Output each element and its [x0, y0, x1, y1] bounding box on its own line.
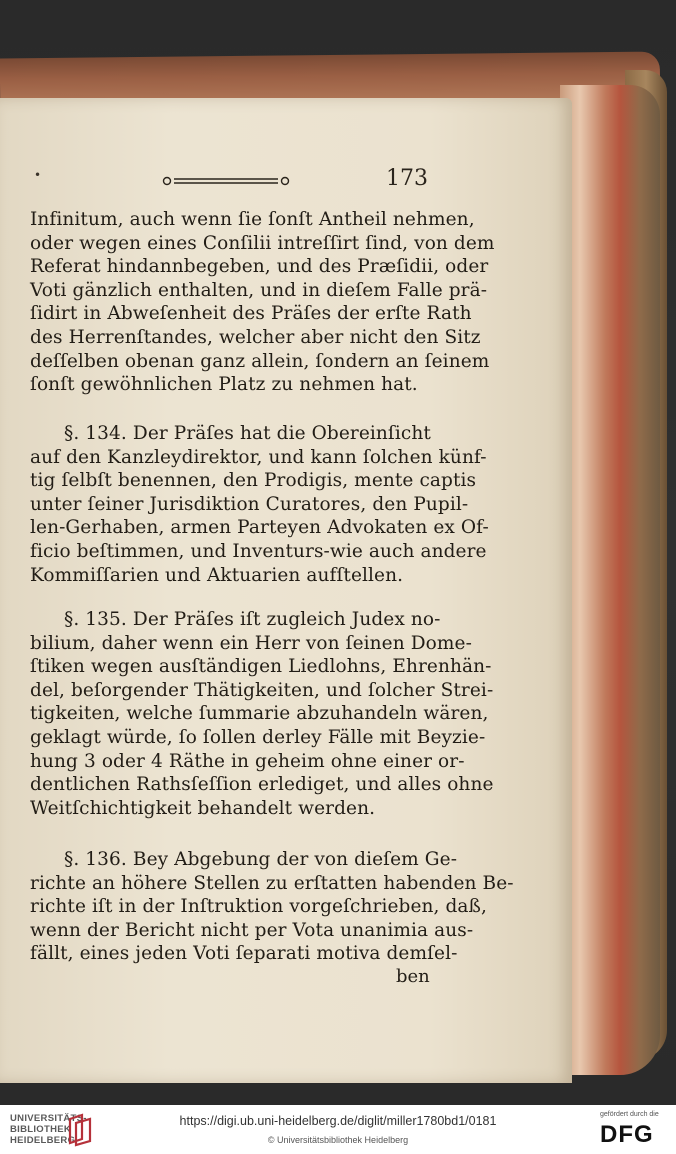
text-line: §. 134. Der Präſes hat die Obereinſicht: [64, 423, 431, 444]
text-line: §. 136. Bey Abgebung der von dieſem Ge-: [64, 849, 458, 870]
catchword: ben: [396, 966, 430, 987]
header-ornament: [160, 174, 292, 188]
text-line: oder wegen eines Conſilii intreſſirt ſind, von dem: [30, 232, 495, 254]
text-line: unter ſeiner Jurisdiktion Curatores, den Pupil-: [30, 493, 469, 515]
text-line: fällt, eines jeden Voti ſeparati motiva demſel-: [30, 943, 458, 965]
text-line: richte an höhere Stellen zu erſtatten habenden Be-: [30, 872, 514, 894]
text-line: deſſelben obenan ganz allein, ſondern an ſeinem: [30, 350, 490, 372]
funded-by-label: gefördert durch die: [600, 1111, 659, 1118]
paragraph-1: [30, 208, 495, 397]
paragraph-136: [30, 848, 514, 966]
text-line: bilium, daher wenn ein Herr von ſeinen Dome-: [30, 632, 472, 654]
text-line: len-Gerhaben, armen Parteyen Advokaten ex Of-: [30, 517, 489, 539]
page-edges: [560, 85, 660, 1075]
text-line: Voti gänzlich enthalten, und in dieſem Falle prä-: [30, 279, 488, 301]
text-line: Kommiſſarien und Aktuarien aufſtellen.: [30, 564, 404, 586]
library-name-line: BIBLIOTHEK: [10, 1124, 72, 1135]
permalink-url[interactable]: https://digi.ub.uni-heidelberg.de/diglit/miller1780bd1/0181: [179, 1114, 497, 1128]
text-line: Referat hindannbegeben, und des Præſidii, oder: [30, 256, 489, 278]
library-name-line: UNIVERSITÄTS-: [10, 1113, 87, 1124]
copyright-notice: © Universitätsbibliothek Heidelberg: [267, 1135, 409, 1145]
text-line: §. 135. Der Präſes iſt zugleich Judex no-: [64, 609, 441, 630]
text-line: tig ſelbſt benennen, den Prodigis, mente captis: [30, 470, 477, 492]
text-line: des Herrenſtandes, welcher aber nicht den Sitz: [30, 326, 481, 348]
text-line: ſidirt in Abweſenheit des Präſes der erſte Rath: [30, 303, 472, 325]
text-line: Infinitum, auch wenn ſie ſonſt Antheil nehmen,: [30, 209, 475, 230]
text-line: Weitſchichtigkeit behandelt werden.: [30, 797, 376, 819]
text-line: ſonſt gewöhnlichen Platz zu nehmen hat.: [30, 374, 418, 396]
library-name-line: HEIDELBERG: [10, 1135, 76, 1146]
text-line: auf den Kanzleydirektor, und kann ſolchen künf-: [30, 446, 487, 468]
page-mark: •: [34, 168, 42, 182]
paragraph-135: [30, 608, 494, 820]
text-line: ſtiken wegen ausſtändigen Liedlohns, Ehrenhän-: [30, 656, 492, 678]
text-line: dentlichen Rathsſeſſion erlediget, und alles ohne: [30, 774, 494, 796]
paragraph-134: [30, 422, 489, 587]
text-line: ficio beſtimmen, und Inventurs-wie auch andere: [30, 540, 487, 562]
text-line: geklagt würde, ſo ſollen derley Fälle mit Beyzie-: [30, 726, 486, 748]
dfg-logo[interactable]: DFG: [600, 1121, 654, 1148]
viewer-footer: [0, 1105, 676, 1154]
page-number: 173: [386, 166, 428, 191]
text-line: tigkeiten, welche ſummarie abzuhandeln wären,: [30, 703, 489, 725]
text-line: richte iſt in der Inſtruktion vorgeſchrieben, daß,: [30, 896, 487, 918]
text-line: del, beſorgender Thätigkeiten, und ſolcher Strei-: [30, 679, 494, 701]
text-line: wenn der Bericht nicht per Vota unanimia aus-: [30, 919, 474, 941]
text-line: hung 3 oder 4 Räthe in geheim ohne einer or-: [30, 750, 465, 772]
